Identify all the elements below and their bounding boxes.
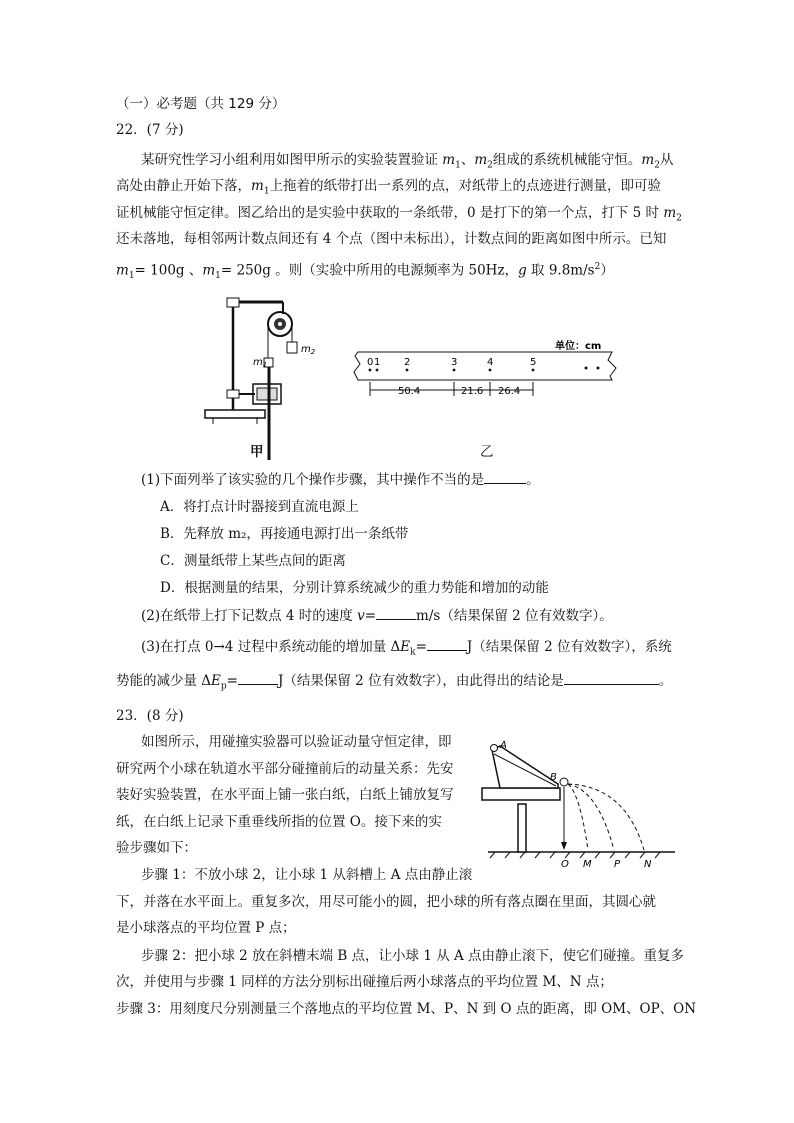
q22-para-line-4: 还未落地，每相邻两计数点间还有 4 个点（图中未标出），计数点间的距离如图中所示。已知: [116, 231, 667, 247]
q23-line-8: 是小球落点的平均位置 P 点；: [116, 920, 296, 936]
tape-point-dot: [532, 369, 535, 372]
fig-label-N: N: [644, 859, 652, 870]
tape-dist-3-4: 21.6: [461, 386, 484, 397]
q23-line-1: 如图所示，用碰撞实验器可以验证动量守恒定律，即: [141, 734, 452, 750]
q22-sub2: (2)在纸带上打下记数点 4 时的速度 v= m/s（结果保留 2 位有效数字）。: [141, 608, 613, 624]
q22-para-line-1: 某研究性学习小组利用如图甲所示的实验装置验证 $m_1$、$m_2$组成的系统机械能守恒。$m_2$从: [141, 152, 674, 171]
fig-label-O: O: [561, 859, 569, 870]
tape-point-dot: [376, 369, 379, 372]
fig-label-M: M: [583, 859, 592, 870]
figure-collision-apparatus: [480, 732, 680, 872]
tape-point-label: 4: [487, 357, 494, 368]
label-m2: $m_2$: [301, 344, 316, 356]
q22-option-a: A．将打点计时器接到直流电源上: [160, 499, 359, 515]
fig-label-P: P: [614, 859, 621, 870]
q23-line-10: 次，并使用与步骤 1 同样的方法分别标出碰撞后两小球落点的平均位置 M、N 点；: [116, 974, 613, 990]
q22-option-b: B．先释放 m₂，再接通电源打出一条纸带: [160, 526, 409, 542]
q22-sub3-line-2: 势能的减少量 $\Delta E_p= J$（结果保留 2 位有效数字），由此得出的结论是 。: [116, 673, 673, 692]
label-m1: $m_1$: [253, 357, 268, 369]
q22-para-line-3: 证机械能守恒定律。图乙给出的是实验中获取的一条纸带，0 是打下的第一个点，打下 5 时 $m_2$: [116, 205, 682, 224]
tape-point-label: 0: [367, 357, 374, 368]
tape-point-label: 2: [404, 357, 411, 368]
tape-point-dot: [453, 369, 456, 372]
figure-yi-label: 乙: [480, 444, 494, 460]
q23-line-4: 纸，在白纸上记录下重垂线所指的位置 O。接下来的实: [116, 814, 442, 830]
tape-unit-label: 单位：cm: [555, 341, 602, 352]
tape-point-label: 5: [530, 357, 537, 368]
tape-point-dot: [489, 369, 492, 372]
q23-line-11: 步骤 3：用刻度尺分别测量三个落地点的平均位置 M、P、N 到 O 点的距离，即 OM、OP、ON: [116, 1001, 697, 1017]
figure-yi-paper-tape: [350, 338, 620, 408]
q23-line-9: 步骤 2：把小球 2 放在斜槽末端 B 点，让小球 1 从 A 点由静止滚下，使它们碰撞。重复多: [141, 948, 685, 964]
tape-point-label: 3: [451, 357, 458, 368]
q22-para-line-5: $m_1= 100g$ 、$m_1= 250g$ 。则（实验中所用的电源频率为 50Hz，g 取 $9.8m/s^2$）: [116, 262, 614, 282]
q22-para-line-2: 高处由静止开始下落，$m_1$上拖着的纸带打出一系列的点，对纸带上的点迹进行测量，即可验: [116, 178, 662, 197]
tape-point-dot: [369, 369, 372, 372]
tape-dist-0-3: 50.4: [398, 386, 421, 397]
q23-line-2: 研究两个小球在轨道水平部分碰撞前后的动量关系：先安: [116, 761, 454, 777]
q22-header: 22．(7 分): [116, 122, 184, 138]
q22-sub3-line-1: (3)在打点 0→4 过程中系统动能的增加量 $\Delta E_k= J$（结果保留 2 位有效数字），系统: [141, 639, 672, 658]
tape-point-label: 1: [374, 357, 381, 368]
q22-option-c: C．测量纸带上某些点间的距离: [160, 553, 346, 569]
q23-line-7: 下，并落在水平面上。重复多次，用尽可能小的圆，把小球的所有落点圈在里面，其圆心就: [116, 894, 656, 910]
q23-line-6: 步骤 1：不放小球 2，让小球 1 从斜槽上 A 点由静止滚: [141, 867, 473, 883]
q22-sub1: (1)下面列举了该实验的几个操作步骤，其中操作不当的是 。: [141, 472, 540, 488]
tape-dist-4-5: 26.4: [498, 386, 521, 397]
fig-label-A: A: [500, 740, 507, 751]
figure-jia-label: 甲: [250, 444, 264, 460]
tape-point-dot: [406, 369, 409, 372]
q23-header: 23．(8 分): [116, 708, 184, 724]
q22-option-d: D．根据测量的结果，分别计算系统减少的重力势能和增加的动能: [160, 580, 549, 596]
q23-line-3: 装好实验装置，在水平面上铺一张白纸，白纸上铺放复写: [116, 787, 454, 803]
section-title: （一）必考题（共 129 分）: [116, 96, 286, 112]
q23-line-5: 验步骤如下：: [116, 840, 197, 856]
fig-label-B: B: [550, 772, 557, 783]
